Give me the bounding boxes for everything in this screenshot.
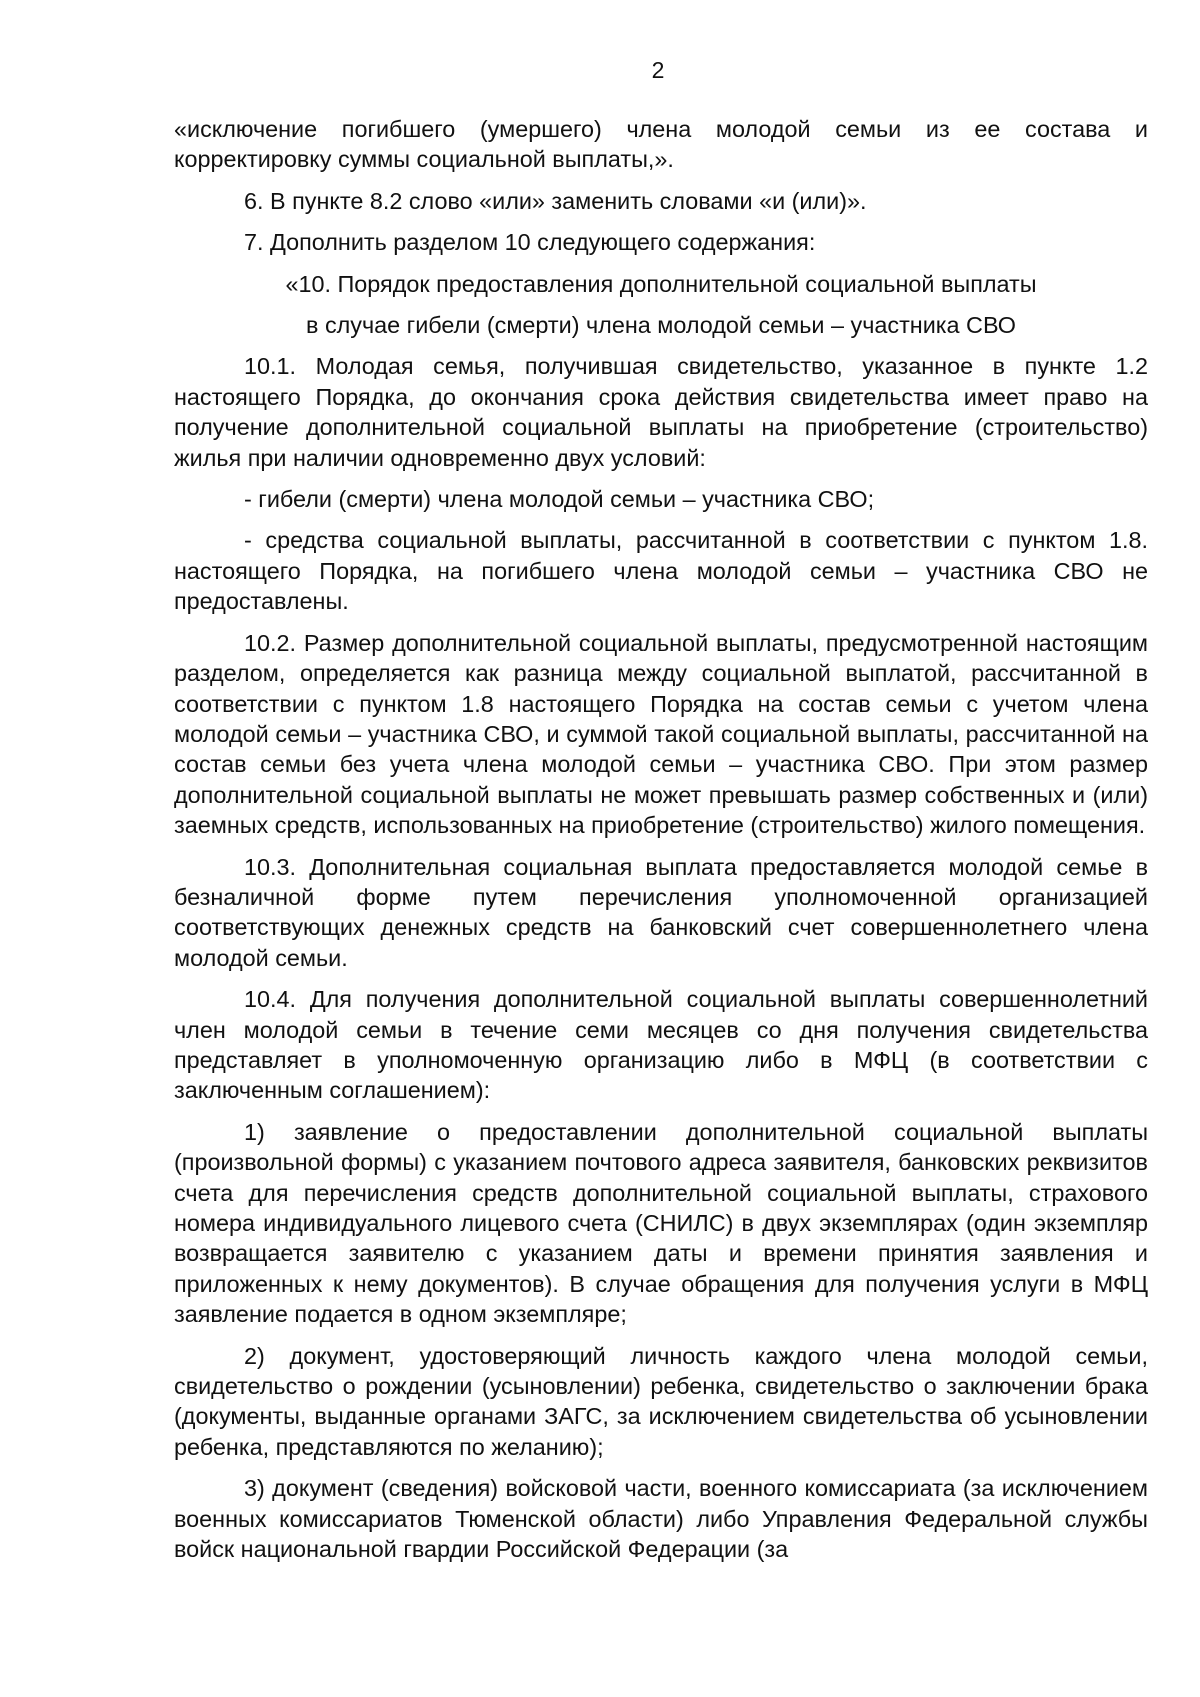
section-heading-line-2: в случае гибели (смерти) члена молодой семьи – участника СВО [306,312,1016,339]
paragraph-item-6: 6. В пункте 8.2 слово «или» заменить словами «и (или)». [244,187,867,214]
paragraph-10-4: 10.4. Для получения дополнительной социальной выплаты совершеннолетний член молодой семьи в течение семи месяцев со дня получения свидетельства представляет в уполномоченную организацию либо в МФЦ (в соответствии с заключенным соглашением): [174,986,1148,1104]
paragraph-list-item-2: 2) документ, удостоверяющий личность каждого члена молодой семьи, свидетельство о рождении (усыновлении) ребенка, свидетельство о заключении брака (документы, выданные органами ЗАГС, за исключением свидетельства об усыновлении ребенка, представляются по желанию); [174,1342,1148,1460]
paragraph-list-item-3: 3) документ (сведения) войсковой части, военного комиссариата (за исключением военных комиссариатов Тюменской области) либо Управления Федеральной службы войск национальной гвардии Российской Федерации (за [174,1475,1148,1563]
paragraph-condition-2: - средства социальной выплаты, рассчитанной в соответствии с пунктом 1.8. настоящего Порядка, на погибшего члена молодой семьи – участника СВО не предоставлены. [174,527,1148,615]
paragraph-condition-1: - гибели (смерти) члена молодой семьи – участника СВО; [244,486,875,513]
paragraph-10-2: 10.2. Размер дополнительной социальной выплаты, предусмотренной настоящим разделом, определяется как разница между социальной выплатой, рассчитанной в соответствии с пунктом 1.8 настоящего Порядка на состав семьи с учетом члена молодой семьи – участника СВО, и суммой такой социальной выплаты, рассчитанной на состав семьи без учета члена молодой семьи – участника СВО. При этом размер дополнительной социальной выплаты не может превышать размер собственных и (или) заемных средств, использованных на приобретение (строительство) жилого помещения. [174,629,1148,839]
paragraph-continuation: «исключение погибшего (умершего) члена молодой семьи из ее состава и корректировку суммы социальной выплаты,». [174,116,1148,173]
page-number: 2 [651,57,665,83]
paragraph-item-7: 7. Дополнить разделом 10 следующего содержания: [244,229,816,256]
paragraph-list-item-1: 1) заявление о предоставлении дополнительной социальной выплаты (произвольной формы) с указанием почтового адреса заявителя, банковских реквизитов счета для перечисления средств дополнительной социальной выплаты, страхового номера индивидуального лицевого счета (СНИЛС) в двух экземплярах (один экземпляр возвращается заявителю с указанием даты и времени принятия заявления и приложенных к нему документов). В случае обращения для получения услуги в МФЦ заявление подается в одном экземпляре; [174,1118,1148,1328]
paragraph-10-3: 10.3. Дополнительная социальная выплата предоставляется молодой семье в безналичной форме путем перечисления уполномоченной организацией соответствующих денежных средств на банковский счет совершеннолетнего члена молодой семьи. [174,853,1148,971]
section-heading-line-1: «10. Порядок предоставления дополнительной социальной выплаты [285,270,1037,297]
document-body [174,114,1148,1575]
section-heading [174,269,1148,341]
paragraph-10-1: 10.1. Молодая семья, получившая свидетельство, указанное в пункте 1.2 настоящего Порядка, до окончания срока действия свидетельства имеет право на получение дополнительной социальной выплаты на приобретение (строительство) жилья при наличии одновременно двух условий: [174,353,1148,471]
